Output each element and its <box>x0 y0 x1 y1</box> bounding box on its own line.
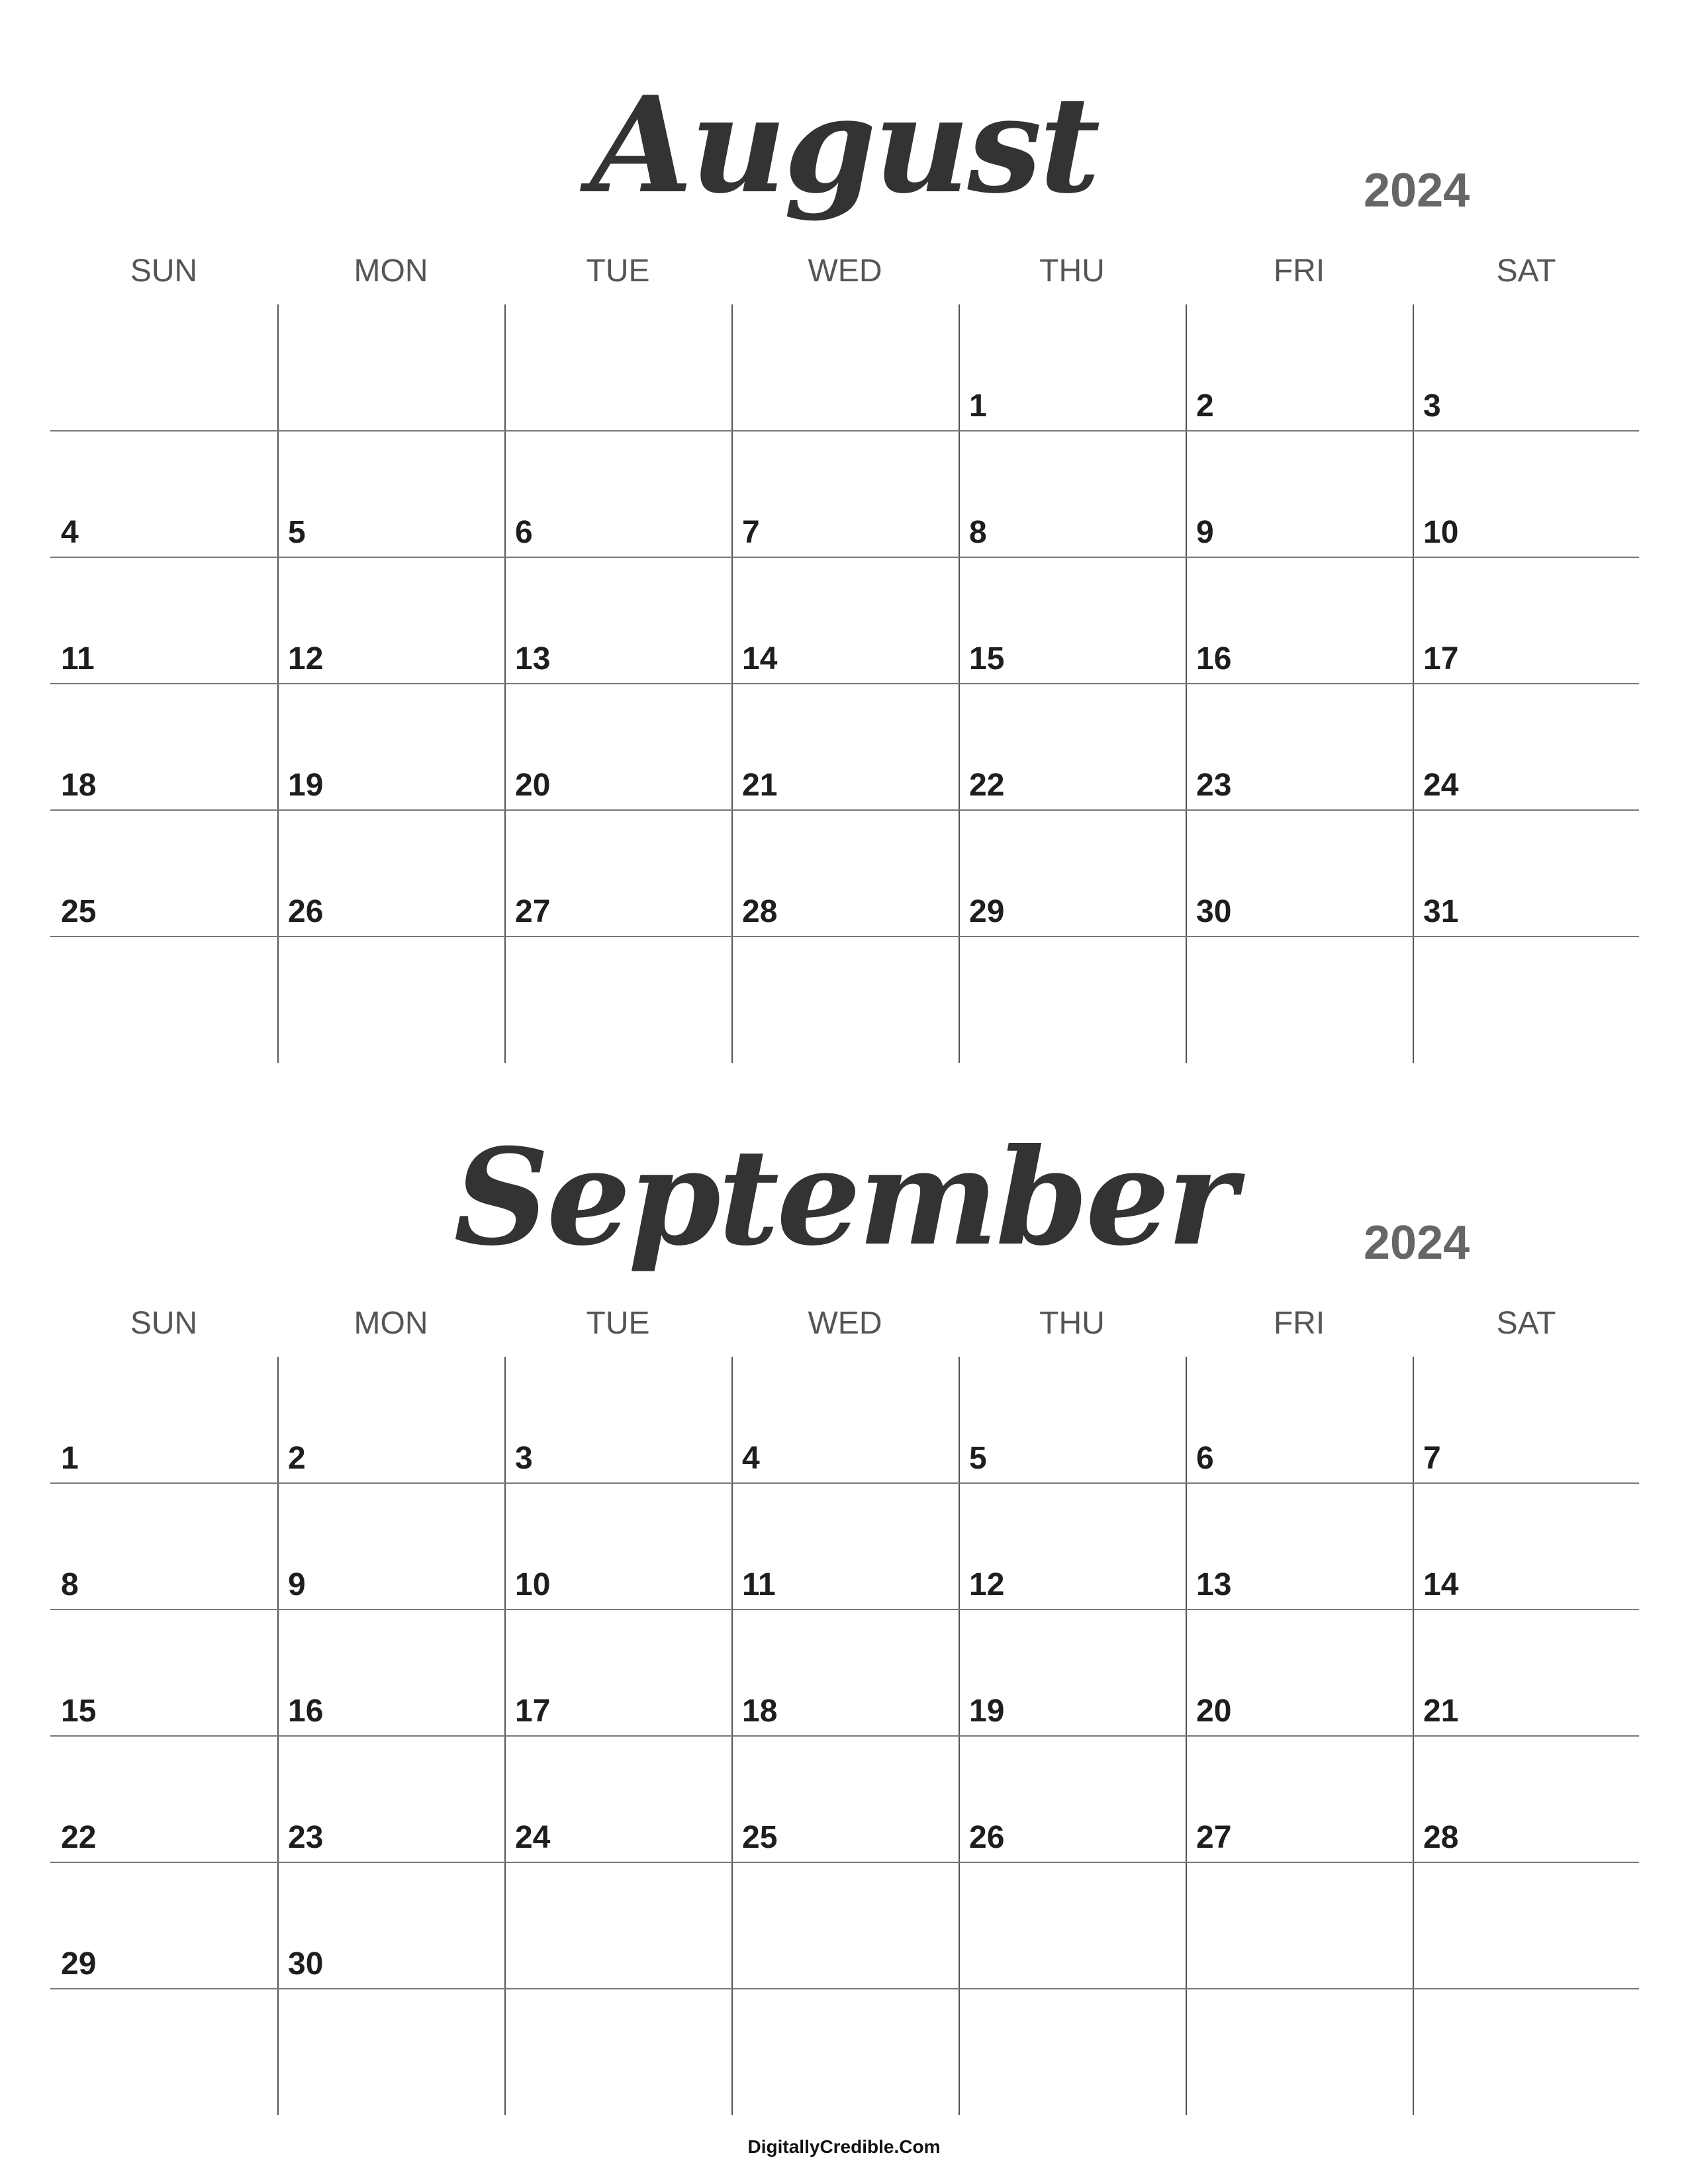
day-number: 8 <box>61 1567 79 1602</box>
day-number: 6 <box>1196 1441 1214 1476</box>
day-number: 21 <box>1423 1694 1459 1729</box>
row-divider <box>50 683 1639 684</box>
month-calendar-september <box>0 1052 1688 2085</box>
day-number: 26 <box>288 894 324 929</box>
weekday-thu: THU <box>1039 1306 1105 1341</box>
month-calendar-august <box>0 0 1688 1032</box>
day-number: 30 <box>1196 894 1232 929</box>
day-number: 18 <box>742 1694 778 1729</box>
weekday-fri: FRI <box>1273 253 1325 289</box>
day-number: 2 <box>1196 388 1214 424</box>
weekday-tue: TUE <box>586 253 650 289</box>
month-title: August <box>590 68 1098 223</box>
day-number: 6 <box>515 515 533 550</box>
day-number: 12 <box>969 1567 1005 1602</box>
row-divider <box>50 936 1639 937</box>
day-number: 16 <box>288 1694 324 1729</box>
day-number: 9 <box>1196 515 1214 550</box>
day-number: 26 <box>969 1820 1005 1855</box>
day-number: 1 <box>969 388 987 424</box>
year-label: 2024 <box>1364 1216 1470 1269</box>
row-divider <box>50 809 1639 811</box>
day-number: 28 <box>742 894 778 929</box>
day-number: 2 <box>288 1441 306 1476</box>
row-divider <box>50 430 1639 432</box>
row-divider <box>50 1609 1639 1610</box>
day-number: 27 <box>1196 1820 1232 1855</box>
day-number: 28 <box>1423 1820 1459 1855</box>
day-number: 31 <box>1423 894 1459 929</box>
day-number: 11 <box>61 641 95 676</box>
site-credit: DigitallyCredible.Com <box>747 2136 941 2157</box>
weekday-sat: SAT <box>1496 1306 1556 1341</box>
row-divider <box>50 1735 1639 1737</box>
day-number: 10 <box>1423 515 1459 550</box>
day-number: 23 <box>1196 768 1232 803</box>
day-number: 14 <box>1423 1567 1459 1602</box>
day-number: 22 <box>969 768 1005 803</box>
day-number: 14 <box>742 641 778 676</box>
day-number: 21 <box>742 768 778 803</box>
row-divider <box>50 1482 1639 1484</box>
day-number: 29 <box>969 894 1005 929</box>
day-number: 25 <box>742 1820 778 1855</box>
day-number: 24 <box>1423 768 1459 803</box>
day-number: 16 <box>1196 641 1232 676</box>
day-number: 7 <box>742 515 760 550</box>
day-number: 4 <box>742 1441 760 1476</box>
day-number: 30 <box>288 1946 324 1981</box>
day-number: 1 <box>61 1441 79 1476</box>
day-number: 19 <box>969 1694 1005 1729</box>
row-divider <box>50 557 1639 558</box>
day-number: 11 <box>742 1567 776 1602</box>
day-number: 10 <box>515 1567 551 1602</box>
day-number: 12 <box>288 641 324 676</box>
row-divider <box>50 1862 1639 1863</box>
day-number: 24 <box>515 1820 551 1855</box>
weekday-wed: WED <box>808 1306 882 1341</box>
day-number: 13 <box>1196 1567 1232 1602</box>
day-number: 19 <box>288 768 324 803</box>
year-label: 2024 <box>1364 164 1470 217</box>
weekday-sun: SUN <box>130 253 198 289</box>
day-number: 22 <box>61 1820 97 1855</box>
day-grid <box>50 1357 1639 2115</box>
weekday-fri: FRI <box>1273 1306 1325 1341</box>
day-number: 9 <box>288 1567 306 1602</box>
weekday-header-row <box>50 251 1639 291</box>
day-number: 3 <box>1423 388 1441 424</box>
day-number: 18 <box>61 768 97 803</box>
day-number: 4 <box>61 515 79 550</box>
weekday-header-row <box>50 1304 1639 1343</box>
day-number: 20 <box>515 768 551 803</box>
day-number: 5 <box>969 1441 987 1476</box>
day-number: 23 <box>288 1820 324 1855</box>
day-number: 8 <box>969 515 987 550</box>
day-number: 25 <box>61 894 97 929</box>
weekday-thu: THU <box>1039 253 1105 289</box>
weekday-mon: MON <box>353 1306 428 1341</box>
day-number: 15 <box>969 641 1005 676</box>
day-number: 7 <box>1423 1441 1441 1476</box>
day-grid <box>50 304 1639 1063</box>
day-number: 3 <box>515 1441 533 1476</box>
day-number: 13 <box>515 641 551 676</box>
day-number: 20 <box>1196 1694 1232 1729</box>
weekday-tue: TUE <box>586 1306 650 1341</box>
weekday-sat: SAT <box>1496 253 1556 289</box>
weekday-sun: SUN <box>130 1306 198 1341</box>
weekday-wed: WED <box>808 253 882 289</box>
month-title: September <box>453 1120 1235 1275</box>
day-number: 29 <box>61 1946 97 1981</box>
day-number: 17 <box>1423 641 1459 676</box>
day-number: 17 <box>515 1694 551 1729</box>
weekday-mon: MON <box>353 253 428 289</box>
day-number: 27 <box>515 894 551 929</box>
row-divider <box>50 1988 1639 1989</box>
day-number: 15 <box>61 1694 97 1729</box>
day-number: 5 <box>288 515 306 550</box>
